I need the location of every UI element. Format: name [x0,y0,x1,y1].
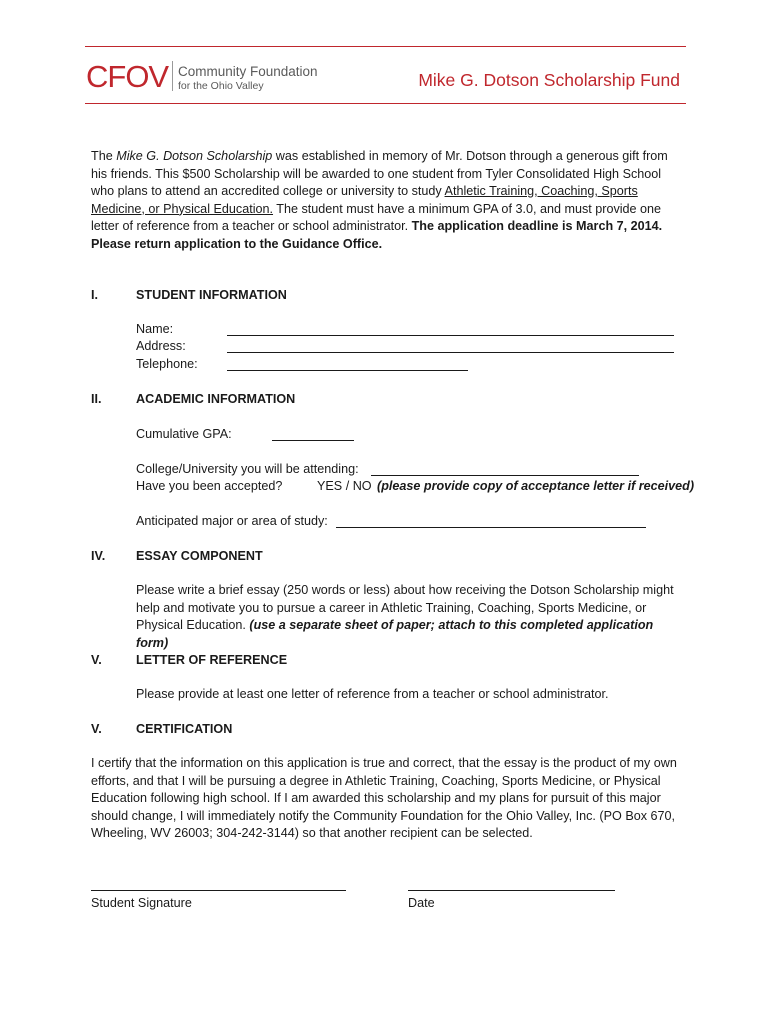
address-label: Address: [136,339,186,353]
essay-text: Please write a brief essay (250 words or less) about how receiving the Dotson Scholarship might help and motivate you to pursue a career in Athletic Training, Coaching, Sports Medicine, or Physical Education. [136,583,674,632]
college-label: College/University you will be attending: [136,462,359,476]
acceptance-note: (please provide copy of acceptance letter if received) [377,479,695,493]
section-3-number: IV. [91,549,106,563]
intro-paragraph [91,148,683,253]
address-field[interactable] [227,352,674,353]
section-3-title: ESSAY COMPONENT [136,549,263,563]
essay-instructions [136,582,686,652]
reference-instructions: Please provide at least one letter of reference from a teacher or school administrator. [136,687,609,701]
yes-no-choice[interactable]: YES / NO [317,479,372,493]
student-signature-label: Student Signature [91,896,192,910]
telephone-label: Telephone: [136,357,198,371]
section-1-number: I. [91,288,98,302]
header-bottom-rule [85,103,686,104]
name-field[interactable] [227,335,674,336]
section-2-title: ACADEMIC INFORMATION [136,392,296,406]
student-signature-field[interactable] [91,890,346,891]
cfov-logo: CFOV [86,59,169,94]
section-5-number: V. [91,722,102,736]
scholarship-name: Mike G. Dotson Scholarship [116,149,273,163]
section-1-title: STUDENT INFORMATION [136,288,287,302]
section-4-number: V. [91,653,102,667]
fund-title: Mike G. Dotson Scholarship Fund [418,70,680,90]
intro-text-1: The [91,149,117,163]
date-field[interactable] [408,890,615,891]
section-4-title: LETTER OF REFERENCE [136,653,288,667]
gpa-label: Cumulative GPA: [136,427,232,441]
logo-name: Community Foundation [178,64,318,79]
accepted-label: Have you been accepted? [136,479,283,493]
gpa-field[interactable] [272,440,354,441]
intro-text-3: The student must have a minimum GPA of 3.0, and must provide one letter of reference from a teacher or school administrator. [91,201,662,233]
major-field[interactable] [336,527,646,528]
major-label: Anticipated major or area of study: [136,514,328,528]
section-2-number: II. [91,392,102,406]
logo-divider [172,61,173,91]
date-label: Date [408,896,435,910]
college-field[interactable] [371,475,639,476]
fields-of-study: Athletic Training, Coaching, Sports Medicine, or Physical Education. [91,184,638,216]
essay-note: (use a separate sheet of paper; attach to this completed application form) [136,618,654,650]
logo-tagline: for the Ohio Valley [178,80,264,92]
telephone-field[interactable] [227,370,468,371]
certification-text: I certify that the information on this application is true and correct, that the essay is the product of my own efforts, and that I will be pursuing a degree in Athletic Training, Coaching, Sports Medicine, or Physical Education following high school. If I am awarded this scholarship and my plans for pursuit of this major should change, I will immediately notify the Community Foundation for the Ohio Valley, Inc. (PO Box 670, Wheeling, WV 26003; 304-242-3144) so that another recipient can be selected. [91,756,677,840]
deadline-notice: The application deadline is March 7, 2014. Please return application to the Guidance Office. [91,219,663,251]
header-top-rule [85,46,686,47]
section-5-title: CERTIFICATION [136,722,233,736]
name-label: Name: [136,322,174,336]
intro-text-2: was established in memory of Mr. Dotson through a generous gift from his friends. This $500 Scholarship will be awarded to one student from Tyler Consolidated High School who plans to attend an accredited college or university to study [91,149,668,198]
